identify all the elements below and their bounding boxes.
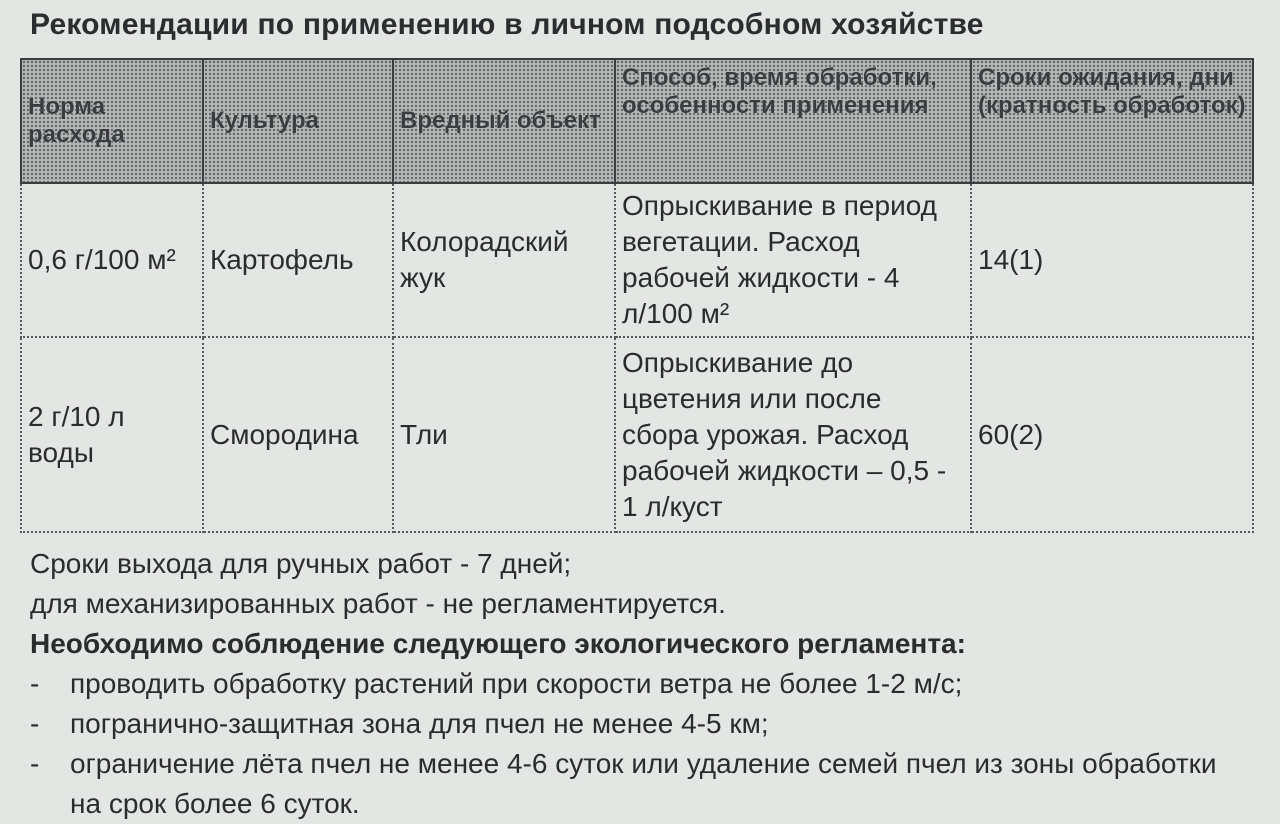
cell-wait: 60(2) bbox=[971, 337, 1253, 532]
list-item-text: погранично-защитная зона для пчел не менее 4-5 км; bbox=[70, 708, 769, 739]
cell-method: Опрыскивание до цветения или после сбора урожая. Расход рабочей жидкости – 0,5 - 1 л/куст bbox=[615, 337, 971, 532]
list-item bbox=[30, 704, 1260, 744]
list-dash: - bbox=[30, 748, 40, 779]
exit-mechanized-note: для механизированных работ - не регламентируется. bbox=[30, 588, 726, 619]
cell-wait: 14(1) bbox=[971, 183, 1253, 337]
cell-rate: 2 г/10 л воды bbox=[21, 337, 203, 532]
list-dash: - bbox=[30, 708, 40, 739]
cell-crop: Картофель bbox=[203, 183, 393, 337]
list-item bbox=[30, 744, 1260, 824]
cell-pest: Колорадский жук bbox=[393, 183, 615, 337]
header-pest: Вредный объект bbox=[393, 59, 615, 183]
header-rate: Норма расхода bbox=[21, 59, 203, 183]
header-wait: Сроки ожидания, дни (кратность обработок) bbox=[971, 59, 1253, 183]
notes-section bbox=[30, 544, 1260, 824]
cell-crop: Смородина bbox=[203, 337, 393, 532]
table-row bbox=[21, 183, 1253, 337]
page-title: Рекомендации по применению в личном подсобном хозяйстве bbox=[30, 8, 984, 41]
cell-method: Опрыскивание в период вегетации. Расход рабочей жидкости - 4 л/100 м² bbox=[615, 183, 971, 337]
eco-regulation-heading: Необходимо соблюдение следующего экологического регламента: bbox=[30, 628, 966, 659]
header-crop: Культура bbox=[203, 59, 393, 183]
table-header-row bbox=[21, 59, 1253, 183]
usage-table bbox=[20, 58, 1254, 533]
cell-rate: 0,6 г/100 м² bbox=[21, 183, 203, 337]
list-item-text: проводить обработку растений при скорости ветра не более 1-2 м/с; bbox=[70, 668, 963, 699]
header-method: Способ, время обработки, особенности применения bbox=[615, 59, 971, 183]
table-row bbox=[21, 337, 1253, 532]
cell-pest: Тли bbox=[393, 337, 615, 532]
list-item-text: ограничение лёта пчел не менее 4-6 суток или удаление семей пчел из зоны обработки на срок более 6 суток. bbox=[70, 748, 1217, 819]
exit-manual-note: Сроки выхода для ручных работ - 7 дней; bbox=[30, 548, 572, 579]
list-item bbox=[30, 664, 1260, 704]
list-dash: - bbox=[30, 668, 40, 699]
